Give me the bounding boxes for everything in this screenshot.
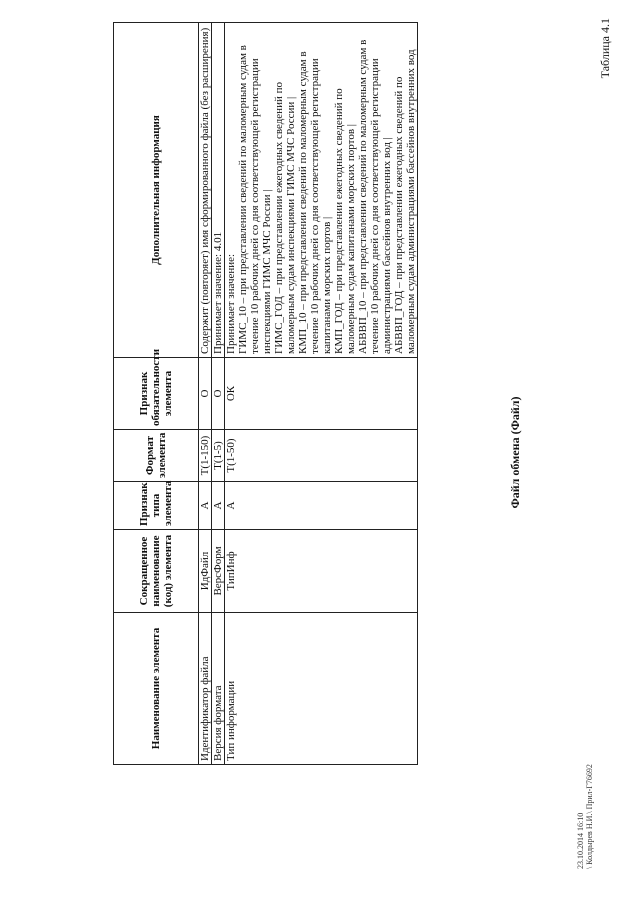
header-element-code: Сокращенное наименование (код) элемента bbox=[114, 530, 199, 613]
cell-type: А bbox=[212, 482, 225, 530]
table-caption: Таблица 4.1 bbox=[598, 18, 612, 79]
exchange-file-table bbox=[113, 22, 418, 765]
cell-info: Принимает значение: ГИМС_10 – при представлении сведений по маломерным судам в течение 10 рабочих дней со дня соответствующей регистрации инспекциями ГИМС МЧС России | ГИМС_ГОД – при представлении ежегодных сведений по маломерным судам инспекциями ГИМС МЧС России | КМП_10 – при представлении сведений по маломерным судам в течение 10 рабочих дней со дня соответствующей регистрации капитанами морских портов | КМП_ГОД – при представлении ежегодных сведений по маломерным судам капитанами морских портов | АБВВП_10 – при представлении сведений по маломерным судам в течение 10 рабочих дней со дня соответствующей регистрации администрациями бассейнов внутренних вод | АБВВП_ГОД – при представлении ежегодных сведений по маломерным судам администрациями бассейнов внутренних вод bbox=[225, 23, 418, 358]
header-element-name: Наименование элемента bbox=[114, 613, 199, 765]
header-additional-info: Дополнительная информация bbox=[114, 23, 199, 358]
cell-name: Идентификатор файла bbox=[199, 613, 212, 765]
header-element-format: Формат элемента bbox=[114, 430, 199, 482]
table-header-row bbox=[114, 23, 199, 765]
footer-timestamp: 23.10.2014 16:10 bbox=[576, 812, 585, 869]
table-row bbox=[212, 23, 225, 765]
cell-code: ТипИнф bbox=[225, 530, 418, 613]
cell-code: ИдФайл bbox=[199, 530, 212, 613]
cell-required: О bbox=[199, 358, 212, 430]
cell-required: ОК bbox=[225, 358, 418, 430]
cell-type: А bbox=[225, 482, 418, 530]
header-element-required: Признак обязательности элемента bbox=[114, 358, 199, 430]
cell-format: T(1-5) bbox=[212, 430, 225, 482]
footer-author: \ Колдырев Н.И.\ Прил-Г76692 bbox=[585, 764, 594, 869]
cell-required: О bbox=[212, 358, 225, 430]
table-row bbox=[199, 23, 212, 765]
header-element-type: Признак типа элемента bbox=[114, 482, 199, 530]
cell-info: Содержит (повторяет) имя сформированного файла (без расширения) bbox=[199, 23, 212, 358]
cell-format: T(1-150) bbox=[199, 430, 212, 482]
cell-name: Тип информации bbox=[225, 613, 418, 765]
cell-info: Принимает значение: 4.01 bbox=[212, 23, 225, 358]
cell-code: ВерсФорм bbox=[212, 530, 225, 613]
cell-type: А bbox=[199, 482, 212, 530]
table-row bbox=[225, 23, 418, 765]
cell-name: Версия формата bbox=[212, 613, 225, 765]
table-title: Файл обмена (Файл) bbox=[508, 396, 522, 509]
cell-format: T(1-50) bbox=[225, 430, 418, 482]
document-footer bbox=[576, 764, 594, 869]
